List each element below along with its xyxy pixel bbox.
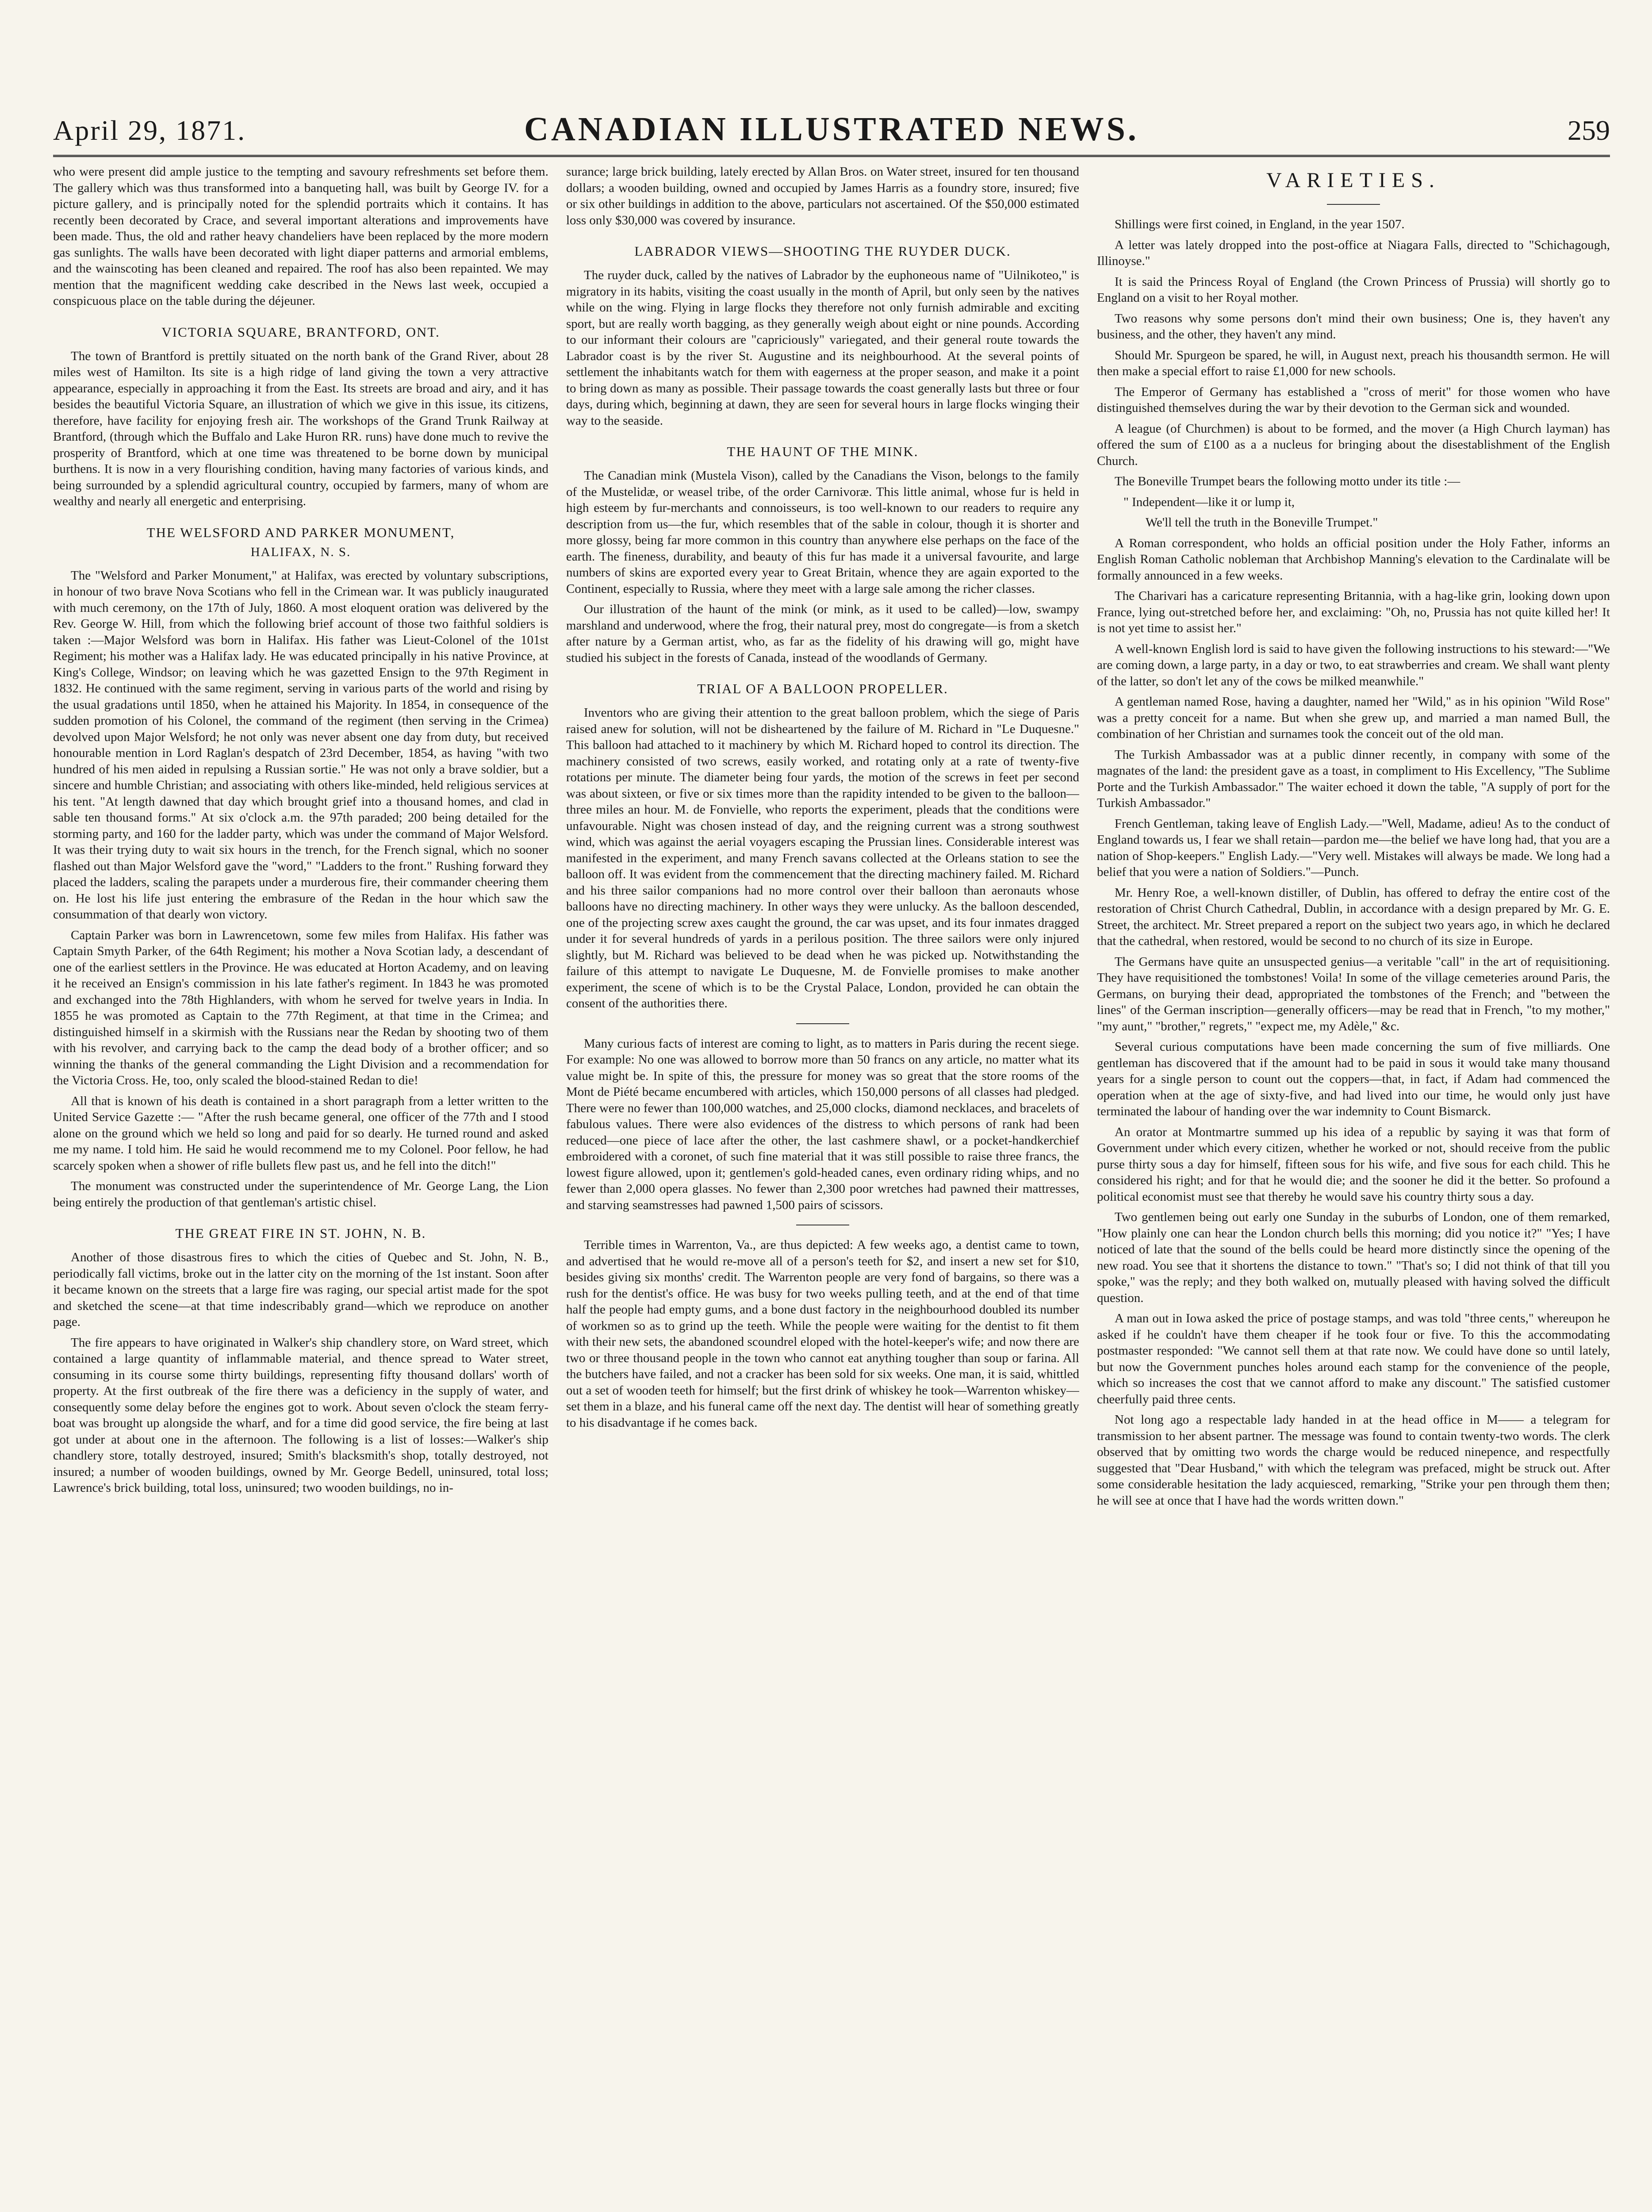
variety-item: The Turkish Ambassador was at a public dinner recently, in company with some of the magnates of the land: the president gave as a toast, in compliment to His Excellency, "The Sublime Porte and the Turkish Ambassador." The waiter echoed it down the table, "A supply of port for the Turkish Ambassador." — [1097, 747, 1610, 810]
masthead-title: CANADIAN ILLUSTRATED NEWS. — [524, 111, 1139, 148]
variety-item: It is said the Princess Royal of England (the Crown Princess of Prussia) will shortly go to England on a visit to her Royal mother. — [1097, 274, 1610, 305]
variety-item: Shillings were first coined, in England, in the year 1507. — [1115, 217, 1405, 231]
article-heading: TRIAL OF A BALLOON PROPELLER. — [697, 681, 948, 696]
variety-item: The Charivari has a caricature representing Britannia, with a hag-like grin, looking down upon France, lying out-stretched before her, and exclaiming: "Oh, no, Prussia has not quite killed her! It is not yet time to assist her." — [1097, 589, 1610, 635]
variety-item: A league (of Churchmen) is about to be formed, and the mover (a High Church layman) has offered the sum of £100 as a a nucleus for bringing about the disestablishment of the English Church. — [1097, 421, 1610, 468]
article-paragraph: The ruyder duck, called by the natives of Labrador by the euphoneous name of "Uilnikoteo," is migratory in its habits, visiting the coast usually in the month of April, but only seen by the natives while on the wing. Flying in large flocks they therefore not only furnish admirable and exciting sport, but are really worth bagging, as they generally weigh about eight or nine pounds. According to our informant their colours are "capriciously" variegated, and their general route towards the Labrador coast is by the river St. Augustine and its neighbourhood. At the several points of settlement the inhabitants watch for them with eagerness at the proper season, and make it a point to bring down as many as possible. Their passage towards the coast generally lasts but three or four days, during which, beginning at dawn, they are seen for several hours in large flocks winging their way to the seaside. — [566, 268, 1079, 428]
column-3 — [1097, 164, 1610, 2212]
article-paragraph: The "Welsford and Parker Monument," at Halifax, was erected by voluntary subscriptions, in honour of two brave Nova Scotians who fell in the Crimean war. It was publicly inaugurated with much ceremony, on the 17th of July, 1860. A most eloquent oration was delivered by the Rev. George W. Hill, from which the following brief account of those two faithful soldiers is taken :—Major Welsford was born in Halifax. His father was Lieut-Colonel of the 101st Regiment; his mother was a Halifax lady. He was educated principally in his native Province, at King's College, Windsor; on leaving which he was gazetted Ensign to the 97th Regiment in 1832. He continued with the same regiment, serving in various parts of the world and rising by the usual gradations until 1850, when he attained his Majority. In 1854, in consequence of the sudden promotion of his Colonel, the command of the regiment (then serving in the Crimea) devolved upon Major Welsford; he not only was never absent one day from duty, but received honourable mention in Lord Raglan's despatch of 23rd December, 1854, as having "with two hundred of his men aided in repulsing a Russian sortie." He was not only a brave soldier, but a sincere and humble Christian; and associating with others like-minded, held religious services at his tent. "At length dawned that day which brought grief into a thousand homes, and clad in sable ten thousand forms." At six o'clock a.m. the 97th paraded; 200 being detailed for the storming party, and 160 for the ladder party, which was under the command of Major Welsford. It was their trying duty to wait six hours in the trench, for the French signal, which no sooner flashed out than Major Welsford gave the "word," "Ladders to the front." Rushing forward they placed the ladders, scaling the parapets under a murderous fire, their commander cheering them on. He lost his life just entering the embrasure of the Redan in the hour which saw the consummation of that dearly won victory. — [53, 568, 548, 922]
page-header — [53, 106, 1610, 157]
article-subheading: HALIFAX, N. S. — [250, 545, 351, 559]
variety-item: Not long ago a respectable lady handed in at the head office in M—— a telegram for transmission to her absent partner. The message was found to contain twenty-two words. The clerk observed that by omitting two words the charge would be reduced ninepence, and respectfully suggested that "Dear Husband," with which the telegram was prefaced, might be struck out. After some considerable hesitation the lady acquiesced, remarking, "Strike your pen through them then; he will see at once that I have had the words written down." — [1097, 1413, 1610, 1508]
article-paragraph: The town of Brantford is prettily situated on the north bank of the Grand River, about 28 miles west of Hamilton. Its site is a high ridge of land giving the town a very attractive appearance, especially in approaching it from the East. Its streets are broad and airy, and it has besides the beautiful Victoria Square, an illustration of which we give in this issue, its citizens, therefore, have facility for enjoying fresh air. The workshops of the Grand Trunk Railway at Brantford, (through which the Buffalo and Lake Huron RR. runs) have done much to revive the prosperity of Brantford, which at one time was threatened to be borne down by municipal burthens. It is now in a very flourishing condition, having many factories of various kinds, and being surrounded by a splendid agricultural country, occupied by farmers, many of whom are wealthy and nearly all energetic and enterprising. — [53, 349, 548, 508]
article-paragraph: The monument was constructed under the superintendence of Mr. George Lang, the Lion being entirely the production of that gentleman's artistic chisel. — [53, 1179, 548, 1210]
variety-item: A Roman correspondent, who holds an official position under the Holy Father, informs an English Roman Catholic nobleman that Archbishop Manning's elevation to the Cardinalate will be formally announced in a few weeks. — [1097, 536, 1610, 583]
article-paragraph: surance; large brick building, lately erected by Allan Bros. on Water street, insured for ten thousand dollars; a wooden building, owned and occupied by James Harris as a foundry store, insured; five or six other buildings in addition to the above, particulars not ascertained. Of the $50,000 estimated loss only $30,000 was covered by insurance. — [566, 165, 1079, 227]
section-divider — [796, 1023, 849, 1024]
motto-line: We'll tell the truth in the Boneville Trumpet." — [1146, 515, 1378, 530]
article-heading: THE GREAT FIRE IN ST. JOHN, N. B. — [175, 1225, 426, 1241]
varieties-heading: VARIETIES. — [1266, 169, 1441, 192]
variety-item: Mr. Henry Roe, a well-known distiller, of Dublin, has offered to defray the entire cost of the restoration of Christ Church Cathedral, Dublin, in accordance with a design prepared by Mr. G. E. Street, the architect. Mr. Street prepared a report on the subject two years ago, in which he declared that the cathedral, when restored, would be second to no church of its size in Europe. — [1097, 885, 1610, 948]
variety-item: A man out in Iowa asked the price of postage stamps, and was told "three cents," whereupon he asked if he couldn't have them cheaper if he took four or five. To this the accommodating postmaster responded: "We cannot sell them at that rate now. We could have done so until lately, but now the Government punches holes around each stamp for the convenience of the people, which so increases the cost that we cannot afford to make any discount." The satisfied customer cheerfully paid three cents. — [1097, 1311, 1610, 1406]
article-paragraph: The Canadian mink (Mustela Vison), called by the Canadians the Vison, belongs to the family of the Mustelidæ, or weasel tribe, of the order Carnivoræ. This little animal, whose fur is held in high esteem by fur-merchants and connoisseurs, is too well-known to our readers to require any description from us—the fur, which resembles that of the sable in colour, though it is shorter and more glossy, being far more common in this country than anywhere else perhaps on the face of the earth. The fineness, durability, and beauty of this fur has made it a universal favourite, and large numbers of skins are exported every year to Great Britain, whence they are again exported to the Continent, especially to Russia, where they meet with a large sale among the richer classes. — [566, 469, 1079, 596]
variety-item: Two gentlemen being out early one Sunday in the suburbs of London, one of them remarked, "How plainly one can hear the London church bells this morning; did you notice it?" "Yes; I have noticed of late that the sound of the bells could be heard more distinctly since the opening of the new road. You see that it shortens the distance to town." "That's so; I did not think of that till you spoke," was the reply; and they both walked on, mutually pleased with having solved the difficult question. — [1097, 1210, 1610, 1305]
column-2 — [566, 164, 1079, 2212]
page-number: 259 — [1568, 115, 1610, 146]
variety-item: Several curious computations have been made concerning the sum of five milliards. One gentleman has discovered that if the amount had to be paid in sous it would take many thousand years for a single person to count out the coppers—that, in fact, if Adam had commenced the operation when at the age of sixty-five, and had lived into our time, he would only just have terminated the labour of handing over the war indemnity to Count Bismarck. — [1097, 1040, 1610, 1118]
article-paragraph: Inventors who are giving their attention to the great balloon problem, which the siege of Paris raised anew for solution, will not be disheartened by the failure of M. Richard in "Le Duquesne." This balloon had attached to it machinery by which M. Richard hoped to control its direction. The machinery consisted of two screws, easily worked, and rotating only at a rate of twenty-five rotations per minute. The diameter being four yards, the motion of the screws in feet per second was about sixteen, or five or six times more than the rapidity intended to be given to the balloon—three miles an hour. M. de Fonvielle, who reports the experiment, pleads that the conditions were unfavourable. Night was chosen instead of day, and the reigning current was a strong southwest wind, which was against the aerial voyagers escaping the Prussian lines. Considerable interest was manifested in the experiment, and many French savans collected at the Orleans station to see the balloon off. It was evident from the commencement that the directing machinery failed. M. Richard and his three sailor companions had no more control over their balloon than aeronauts whose balloons have no directing machinery. In other ways they were unlucky. As the balloon descended, one of the projecting screw axes caught the ground, the car was upset, and its four inmates dragged under it for several hundreds of yards in a perilous position. The three sailors were only injured slightly, but M. Richard was believed to be dead when he was picked up. Notwithstanding the failure of this attempt to navigate Le Duquesne, M. de Fonvielle promises to make another experiment, the scene of which is to be the Crystal Palace, London, provided he can obtain the consent of the authorities there. — [566, 706, 1079, 1010]
article-heading: THE WELSFORD AND PARKER MONUMENT, — [146, 524, 455, 540]
section-divider — [1327, 204, 1380, 205]
article-heading: LABRADOR VIEWS—SHOOTING THE RUYDER DUCK. — [634, 243, 1011, 259]
article-paragraph: The fire appears to have originated in Walker's ship chandlery store, on Ward street, which contained a large quantity of inflammable material, and thence spread to Water street, consuming in its course some thirty buildings, representing fifty thousand dollars' worth of property. At the first outbreak of the fire there was a deficiency in the supply of water, and consequently some delay before the engines got to work. About seven o'clock the steam ferry-boat was brought up alongside the wharf, and for a time did good service, the fire being at last got under at about one in the afternoon. The following is a list of losses:—Walker's ship chandlery store, totally destroyed, insured; Smith's blacksmith's shop, totally destroyed, not insured; a number of wooden buildings, owned by Mr. George Bedell, uninsured, total loss; Lawrence's brick building, total loss, uninsured; two wooden buildings, no in- — [53, 1335, 548, 1495]
article-paragraph: Many curious facts of interest are coming to light, as to matters in Paris during the recent siege. For example: No one was allowed to borrow more than 50 francs on any article, no matter what its value might be. In spite of this, the pressure for money was so great that the store rooms of the Mont de Piété became encumbered with articles, which 150,000 persons of all classes had pledged. There were no fewer than 100,000 watches, and 25,000 clocks, diamond necklaces, and bracelets of fabulous values. There were also evidences of the distress to which persons of rank had been reduced—one piece of lace after the other, the last cashmere shawl, or a pocket-handkerchief embroidered with a coronet, of such fine material that it was still possible to raise three francs, the lowest figure allowed, upon it; gentlemen's gold-headed canes, even ordinary riding whips, and no fewer than 2,000 opera glasses. No fewer than 2,300 poor wretches had pawned their mattresses, and starving seamstresses had pawned 1,500 pairs of scissors. — [566, 1036, 1079, 1212]
article-paragraph: Terrible times in Warrenton, Va., are thus depicted: A few weeks ago, a dentist came to town, and advertised that he would re-move all of a person's teeth for $2, and insert a new set for $10, besides giving six months' credit. The Warrenton people are very fond of bargains, so there was a rush for the dentist's office. He was busy for two weeks pulling teeth, and at the end of that time half the people had empty gums, and a bone dust factory in the neighbourhood doubled its number of workmen so as to grind up the teeth. While the people were waiting for the dentist to fit them with their new sets, the abandoned scoundrel eloped with the hotel-keeper's wife; and now there are two or three thousand people in the town who cannot eat anything tougher than soup or farina. All the butchers have failed, and not a cracker has been sold for six weeks. One man, it is said, whittled out a set of wooden teeth for himself; but the first drink of whiskey he took—Warrenton whiskey—set them in a blaze, and his funeral came off the next day. The dentist will hear of something greatly to his disadvantage if he comes back. — [566, 1238, 1079, 1430]
motto-line: " Independent—like it or lump it, — [1123, 495, 1295, 509]
variety-item: A letter was lately dropped into the post-office at Niagara Falls, directed to "Schichagough, Illinoyse." — [1097, 238, 1610, 268]
article-paragraph: All that is known of his death is contained in a short paragraph from a letter written to the United Service Gazette :— "After the rush became general, one officer of the 77th and I stood alone on the ground which we held so long and paid for so dearly. He turned round and asked me my name. I told him. He said he would recommend me to my Colonel. Poor fellow, he had scarcely spoken when a shower of rifle bullets flew past us, and he fell into the ditch!" — [53, 1094, 548, 1173]
article-columns — [53, 164, 1610, 2212]
variety-item: A well-known English lord is said to have given the following instructions to his steward:—"We are coming down, a large party, in a day or two, to eat strawberries and cream. We shall want plenty of the latter, so don't let any of the cows be milked meanwhile." — [1097, 641, 1610, 688]
variety-item: A gentleman named Rose, having a daughter, named her "Wild," as in his opinion "Wild Rose" was a pretty conceit for a name. But when she grew up, and married a man named Bull, the combination of her Christian and surnames took the conceit out of the old man. — [1097, 695, 1610, 741]
article-heading: VICTORIA SQUARE, BRANTFORD, ONT. — [161, 324, 440, 340]
article-paragraph: Another of those disastrous fires to which the cities of Quebec and St. John, N. B., periodically fall victims, broke out in the latter city on the morning of the 1st instant. Soon after it became known on the streets that a large fire was raging, our special artist made for the spot and sketched the scene—at that time indescribably grand—which we reproduce on another page. — [53, 1250, 548, 1329]
issue-date: April 29, 1871. — [53, 115, 246, 146]
article-paragraph: who were present did ample justice to the tempting and savoury refreshments set before them. The gallery which was thus transformed into a banqueting hall, was built by George IV. for a picture gallery, and is principally noted for the splendid portraits which it contains. It has recently been decorated by Crace, and several important alterations and improvements have been made. Thus, the old and rather heavy chandeliers have been replaced by the more modern gas sunlights. The walls have been decorated with light diaper patterns and armorial emblems, and the wainscoting has been cleaned and repaired. The roof has also been repainted. We may mention that the magnificent wedding cake described in the News last week, occupied a conspicuous place on the table during the déjeuner. — [53, 165, 548, 308]
column-1 — [53, 164, 548, 2212]
variety-item: Should Mr. Spurgeon be spared, he will, in August next, preach his thousandth sermon. He will then make a special effort to raise £1,000 for new schools. — [1097, 348, 1610, 378]
variety-item: The Emperor of Germany has established a "cross of merit" for those women who have distinguished themselves during the war by their devotion to the German sick and wounded. — [1097, 384, 1610, 415]
variety-item: French Gentleman, taking leave of English Lady.—"Well, Madame, adieu! As to the conduct of England towards us, I fear we shall retain—pardon me—the belief we have long had, that you are a nation of Shop-keepers." English Lady.—"Very well. Mistakes will always be made. We long had a belief that you were a nation of Soldiers."—Punch. — [1097, 816, 1610, 879]
article-heading: THE HAUNT OF THE MINK. — [727, 444, 919, 459]
variety-item: The Boneville Trumpet bears the following motto under its title :— — [1115, 474, 1460, 488]
article-paragraph: Our illustration of the haunt of the mink (or mink, as it used to be called)—low, swampy marshland and underwood, where the frog, their natural prey, most do congregate—is from a sketch after nature by a German artist, who, as far as the fidelity of his drawing will go, might have studied his subject in the forests of Canada, instead of the woodlands of Germany. — [566, 602, 1079, 665]
variety-item: The Germans have quite an unsuspected genius—a veritable "call" in the art of requisitioning. They have requisitioned the tombstones! Voila! In some of the village cemeteries around Paris, the Germans, on burying their dead, appropriated the tombstones of the French; and "between the lines" of the German inscription—generally officers—may be read that in French, "to my mother," "my aunt," "brother," regrets," "expect me, my Adèle," &c. — [1097, 954, 1610, 1033]
article-paragraph: Captain Parker was born in Lawrencetown, some few miles from Halifax. His father was Captain Smyth Parker, of the 64th Regiment; his mother a Nova Scotian lady, a descendant of one of the earliest settlers in the Province. He was educated at Horton Academy, and on leaving it he received an Ensign's commission in his late father's regiment. In 1843 he was promoted and exchanged into the 78th Highlanders, with whom he served for twelve years in India. In 1855 he was promoted as Captain to the 77th Regiment, at that time in the Crimea; and distinguished himself in a skirmish with the Russians near the Redan by shooting two of them with his revolver, and carrying back to the camp the dead body of a brother officer; and so winning the thanks of the general commanding the Light Division and a recommendation for the Victoria Cross. He, too, only scaled the blood-stained Redan to die! — [53, 928, 548, 1087]
variety-item: An orator at Montmartre summed up his idea of a republic by saying it was that form of Government under which every citizen, whether he worked or not, should receive from the public purse thirty sous a day for himself, fifteen sous for his wife, and five sous for each child. This he considered his right; and for that he would die; and the sooner he did it the better. So profound a political economist must see that thereby he would save his country thirty sous a day. — [1097, 1125, 1610, 1204]
variety-item: Two reasons why some persons don't mind their own business; One is, they haven't any business, and the other, they haven't any mind. — [1097, 311, 1610, 342]
